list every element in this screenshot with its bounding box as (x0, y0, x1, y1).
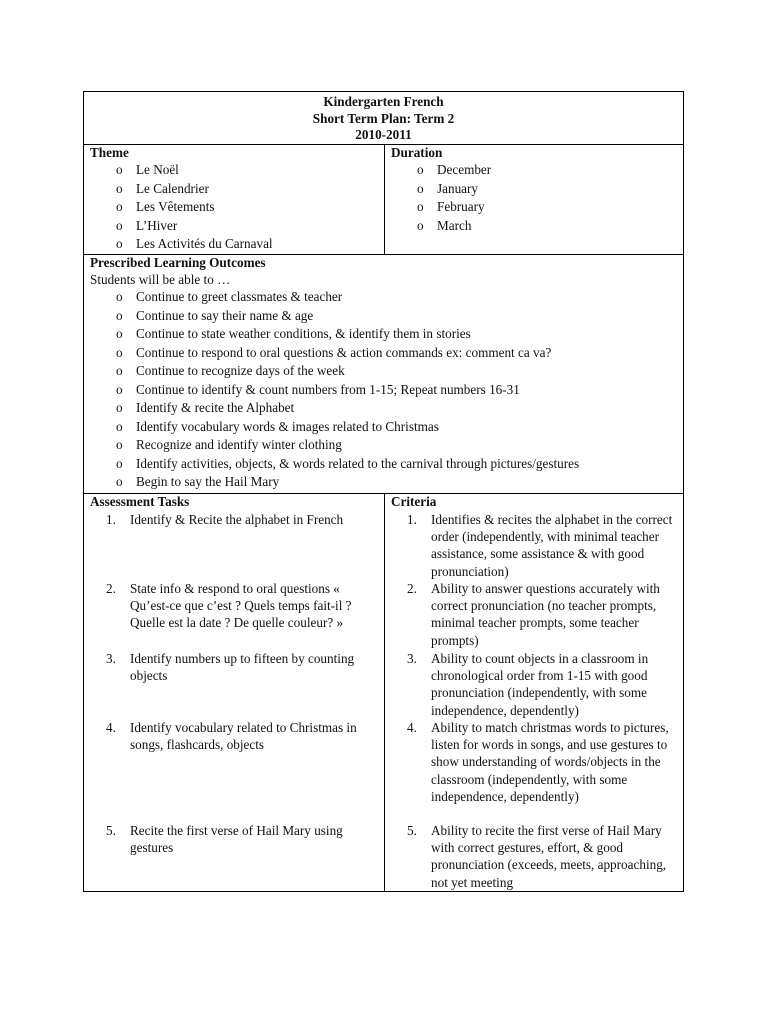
list-item: 4. Ability to match christmas words to pictures, listen for words in songs, and use gestures to show understanding of words/objects in the classroom (independently, with some independence, dependently) (407, 720, 669, 804)
bullet-icon: o (116, 363, 123, 378)
list-item: o L’Hiver (90, 217, 384, 236)
list-item: o Les Activités du Carnaval (90, 235, 384, 254)
list-item: o February (391, 198, 683, 217)
list-item: 3. Identify numbers up to fifteen by counting objects (106, 651, 355, 684)
list-item: o Identify & recite the Alphabet (84, 399, 683, 418)
list-item: o Begin to say the Hail Mary (84, 473, 683, 492)
list-item: o Identify activities, objects, & words related to the carnival through pictures/gestures (84, 455, 683, 474)
bullet-icon: o (417, 162, 424, 177)
bullet-icon: o (417, 180, 424, 196)
bullet-icon: o (417, 199, 424, 214)
document-header (84, 92, 683, 145)
list-item: 1. Identify & Recite the alphabet in French (106, 512, 344, 527)
list-item: o Continue to identify & count numbers from 1-15; Repeat numbers 16-31 (84, 381, 683, 400)
list-item: 5. Ability to recite the first verse of Hail Mary with correct gestures, effort, & good pronunciation (exceeds, meets, approaching, not yet meeting (407, 823, 667, 890)
bullet-icon: o (116, 381, 123, 397)
bullet-icon: o (116, 326, 123, 341)
outcomes-list (84, 288, 683, 492)
document-title: Kindergarten French (323, 94, 444, 109)
bullet-icon: o (116, 236, 123, 251)
bullet-icon: o (116, 217, 123, 233)
bullet-icon: o (116, 180, 123, 196)
criteria-heading: Criteria (391, 494, 437, 509)
list-item: o December (391, 161, 683, 180)
criteria-cell (385, 494, 683, 891)
list-item: o Continue to greet classmates & teacher (84, 288, 683, 307)
duration-cell (385, 145, 683, 254)
bullet-icon: o (116, 344, 123, 360)
assessment-cell (84, 494, 385, 891)
assessment-heading: Assessment Tasks (90, 494, 190, 509)
bullet-icon: o (116, 455, 123, 471)
list-item: 2. State info & respond to oral questions « Qu’est-ce que c’est ? Quels temps fait-il ? Quelle est la date ? De quelle couleur? » (106, 581, 352, 631)
list-item: 5. Recite the first verse of Hail Mary using gestures (106, 823, 343, 856)
outcomes-heading: Prescribed Learning Outcomes (90, 255, 266, 270)
list-item: o Les Vêtements (90, 198, 384, 217)
bullet-icon: o (116, 289, 123, 304)
bullet-icon: o (116, 400, 123, 415)
duration-list (391, 161, 683, 235)
list-item: 3. Ability to count objects in a classroom in chronological order from 1-15 with good pronunciation (independently, with some independence, dependently) (407, 651, 649, 718)
theme-list (90, 161, 384, 254)
list-item: o Recognize and identify winter clothing (84, 436, 683, 455)
theme-heading: Theme (90, 145, 129, 160)
list-item: 2. Ability to answer questions accurately with correct pronunciation (no teacher prompts, minimal teacher prompts, some teacher prompts) (407, 581, 660, 648)
list-item: 4. Identify vocabulary related to Christmas in songs, flashcards, objects (106, 720, 357, 753)
plan-document (83, 91, 684, 892)
bullet-icon: o (116, 418, 123, 434)
theme-cell (84, 145, 385, 254)
outcomes-intro: Students will be able to … (90, 272, 231, 287)
bullet-icon: o (116, 162, 123, 177)
list-item: o Continue to say their name & age (84, 307, 683, 326)
list-item: o March (391, 217, 683, 236)
list-item: o January (391, 180, 683, 199)
bullet-icon: o (116, 307, 123, 323)
theme-duration-row (84, 145, 683, 255)
duration-heading: Duration (391, 145, 443, 160)
list-item: o Le Calendrier (90, 180, 384, 199)
bullet-icon: o (417, 217, 424, 233)
list-item: o Continue to respond to oral questions & action commands ex: comment ca va? (84, 344, 683, 363)
list-item: o Continue to recognize days of the week (84, 362, 683, 381)
list-item: o Le Noël (90, 161, 384, 180)
learning-outcomes-section (84, 255, 683, 494)
bullet-icon: o (116, 199, 123, 214)
document-subtitle: Short Term Plan: Term 2 (312, 110, 455, 126)
bullet-icon: o (116, 474, 123, 489)
list-item: o Identify vocabulary words & images related to Christmas (84, 418, 683, 437)
bullet-icon: o (116, 437, 123, 452)
list-item: o Continue to state weather conditions, & identify them in stories (84, 325, 683, 344)
assessment-criteria-row (84, 494, 683, 891)
school-year: 2010-2011 (355, 127, 412, 142)
list-item: 1. Identifies & recites the alphabet in the correct order (independently, with minimal teacher assistance, some assistance & with good pronunciation) (407, 512, 673, 579)
